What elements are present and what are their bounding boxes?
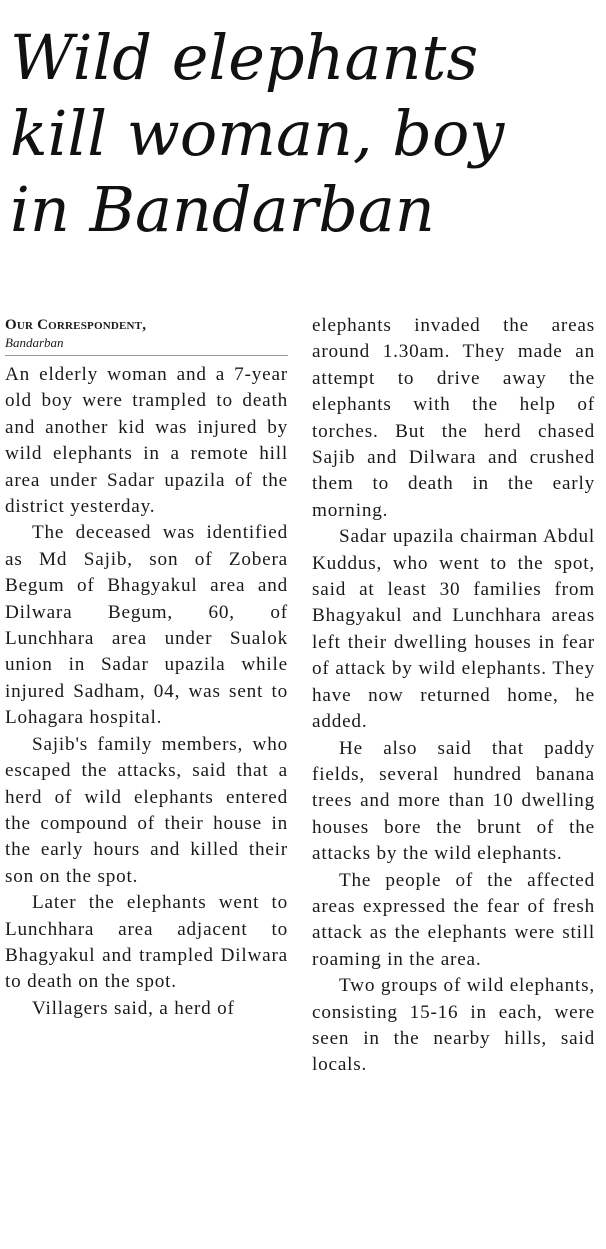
paragraph-5-continued: elephants invaded the areas around 1.30am. They made an attempt to drive away the elephants with the help of torches. But the herd chased Sajib and Dilwara and crushed them to death in the early morning.: [312, 315, 595, 521]
article-column-left: [5, 315, 288, 1022]
headline-line-2: kill woman, boy: [10, 97, 505, 170]
headline: [10, 20, 600, 248]
headline-line-1: Wild elephants: [10, 21, 479, 94]
paragraph-1: An elderly woman and a 7-year old boy were trampled to death and another kid was injured by wild elephants in a remote hill area under Sadar upazila of the district yesterday.: [5, 364, 288, 518]
byline-location: Bandarban: [5, 335, 64, 350]
paragraph-2: The deceased was identified as Md Sajib, son of Zobera Begum of Bhagyakul area and Dilwara Begum, 60, of Lunchhara area under Sualok union in Sadar upazila while injured Sadham, 04, was sent to Lohagara hospital.: [5, 522, 288, 729]
article-column-right: [312, 313, 595, 1079]
headline-line-3: in Bandarban: [10, 173, 435, 246]
paragraph-6: Sadar upazila chairman Abdul Kuddus, who went to the spot, said at least 30 families from Bhagyakul and Lunchhara areas left their dwelling houses in fear of attack by wild elephants. They have now returned home, he added.: [312, 526, 595, 733]
paragraph-7: He also said that paddy fields, several hundred banana trees and more than 10 dwelling houses bore the brunt of the attacks by the wild elephants.: [312, 737, 595, 865]
paragraph-9: Two groups of wild elephants, consisting 15-16 in each, were seen in the nearby hills, said locals.: [312, 975, 595, 1076]
paragraph-8: The people of the affected areas expressed the fear of fresh attack as the elephants were still roaming in the area.: [312, 869, 595, 970]
byline: [5, 315, 288, 356]
paragraph-4: Later the elephants went to Lunchhara area adjacent to Bhagyakul and trampled Dilwara to death on the spot.: [5, 892, 288, 993]
paragraph-5: Villagers said, a herd of: [32, 997, 235, 1019]
paragraph-3: Sajib's family members, who escaped the attacks, said that a herd of wild elephants entered the compound of their house in the early hours and killed their son on the spot.: [5, 733, 288, 887]
byline-author: Our Correspondent,: [5, 317, 147, 333]
